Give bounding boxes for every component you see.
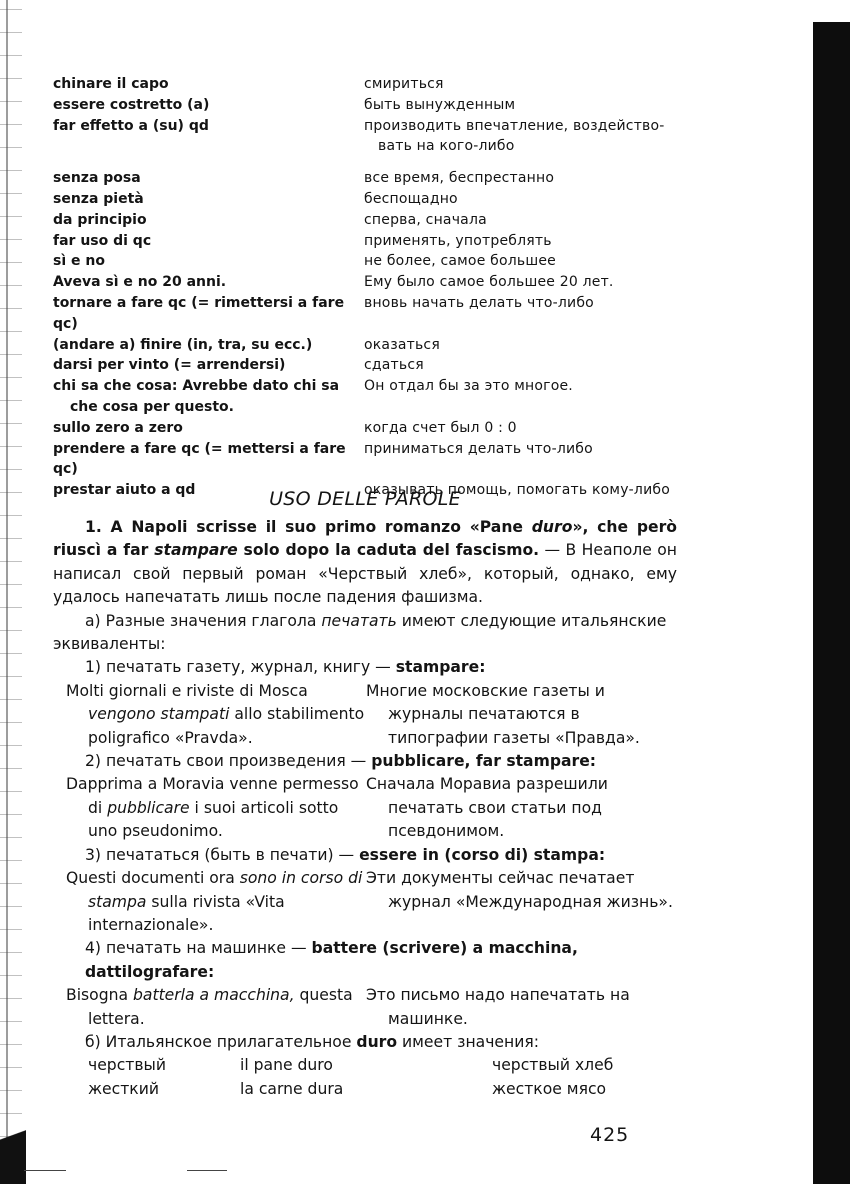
example-pair: Dapprima a Moravia venne permesso di pubblicare i suoi articoli sotto uno pseudonimo. Сначала Моравиа разрешили печатать свои статьи под псевдонимом. xyxy=(66,775,608,841)
vocab-row: Aveva sì e no 20 anni. Ему было самое большее 20 лет. xyxy=(53,274,614,291)
vocab-row: (andare a) finire (in, tra, su ecc.) оказаться xyxy=(53,336,440,353)
page-number: 425 xyxy=(590,1124,630,1146)
vocab-row: darsi per vinto (= arrendersi) сдаться xyxy=(53,357,424,374)
vocab-row: prendere a fare qc (= mettersi a fare qc) приниматься делать что-либо xyxy=(53,440,593,478)
meaning-1: 1) печатать газету, журнал, книгу — stampare: xyxy=(85,658,486,677)
vocab-row: sì e no не более, самое большее xyxy=(53,253,556,270)
vocab-row: tornare a fare qc (= rimettersi a fare qc) вновь начать делать что-либо xyxy=(53,294,594,332)
scan-mark xyxy=(24,1170,66,1171)
section-title: USO DELLE PAROLE xyxy=(269,488,461,510)
scan-mark xyxy=(187,1170,227,1171)
example-pair: Molti giornali e riviste di Mosca vengono stampati allo stabilimento poligrafico «Pravda». Многие московские газеты и журналы печатаются в типографии газеты «Правда». xyxy=(66,681,640,747)
example-paragraph: 1. A Napoli scrisse il suo primo romanzo «Pane duro», che però riuscì a far stampare solo dopo la caduta del fascismo. — В Неаполе он написал свой первый роман «Черствый хлеб», который, однако, ему удалось напечатать лишь после падения фашизма. xyxy=(53,518,678,607)
vocab-row: far uso di qc применять, употреблять xyxy=(53,232,552,249)
example-pair: Bisogna batterla a macchina, questa lettera. Это письмо надо напечатать на машинке. xyxy=(66,986,630,1028)
vocab-row: da principio сперва, сначала xyxy=(53,211,487,228)
vocab-row: sullo zero a zero когда счет был 0 : 0 xyxy=(53,419,517,436)
vocab-row: senza posa все время, беспрестанно xyxy=(53,170,555,187)
meaning-2: 2) печатать свои произведения — pubblicare, far stampare: xyxy=(85,752,597,771)
vocabulary-list xyxy=(53,74,693,501)
scan-dark-edge xyxy=(813,22,850,1184)
vocab-row: chinare il capo смириться xyxy=(53,76,444,92)
duro-row: черствый il pane duro черствый хлеб xyxy=(88,1056,614,1075)
subsection-b-intro: б) Итальянское прилагательное duro имеет значения: xyxy=(85,1032,539,1051)
vocab-row: far effetto a (su) qd производить впечатление, воздейство- вать на кого-либо xyxy=(53,117,665,155)
duro-row: жесткий la carne dura жесткое мясо xyxy=(88,1079,607,1098)
vocab-row: chi sa che cosa: Avrebbe dato chi sa che cosa per questo. Он отдал бы за это многое. xyxy=(53,378,573,415)
vocab-row: prestar aiuto a qd оказывать помощь, помогать кому-либо xyxy=(53,482,670,499)
example-pair: Questi documenti ora sono in corso di stampa sulla rivista «Vita internazionale». Эти документы сейчас печатает журнал «Международная жизнь». xyxy=(66,869,673,934)
meaning-3: 3) печататься (быть в печати) — essere in (corso di) stampa: xyxy=(85,845,606,864)
meaning-4: 4) печатать на машинке — battere (scrivere) a macchina, dattilografare: xyxy=(85,939,578,981)
scan-corner-shadow xyxy=(0,1110,26,1184)
vocab-row: senza pietà беспощадно xyxy=(53,190,458,207)
scan-binding-edge xyxy=(0,0,22,1184)
vocab-row: essere costretto (a) быть вынужденным xyxy=(53,96,516,113)
subsection-a-intro: а) Разные значения глагола печатать имеют следующие итальянские эквиваленты: xyxy=(53,611,667,654)
usage-section xyxy=(53,516,677,1101)
